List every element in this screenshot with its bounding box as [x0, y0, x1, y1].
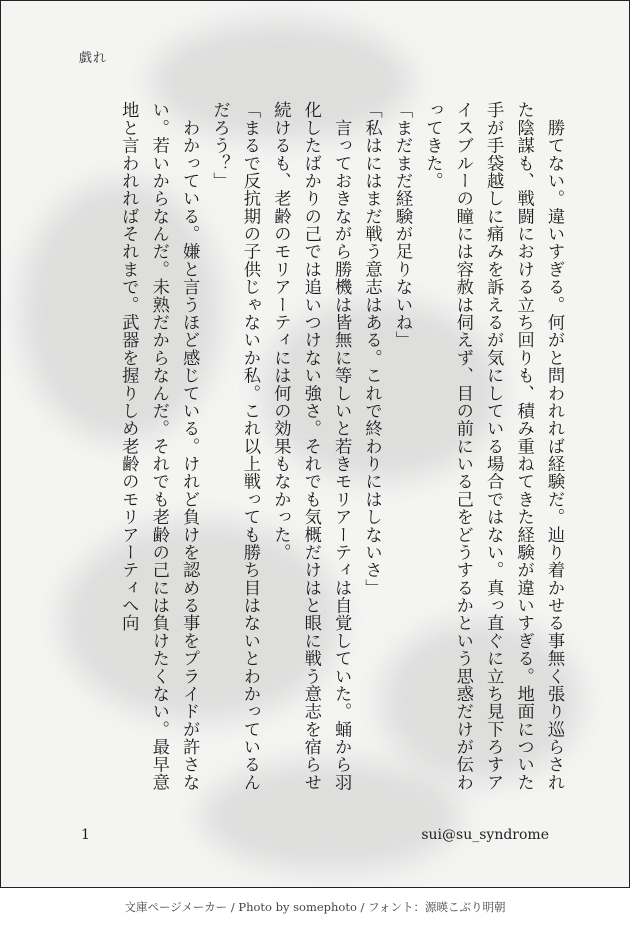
page-title: 戯れ: [79, 51, 108, 66]
paragraph: 「まだまだ経験が足りないね」: [391, 101, 412, 349]
paragraph: わかっている。嫌と言うほど感じている。けれど負けを認める事をプライドが許さない。若いからなんだ。未熟だからなんだ。それでも老齢の己には負けたくない。最早意地と言われればそれまで。武器を握りしめ老齢のモリアーティへ向: [118, 101, 200, 791]
paragraph: 勝てない。違いすぎる。何がと問われれば経験だ。辿り着かせる事無く張り巡らされた陰謀も、戦闘における立ち回りも、積み重ねてきた経験が違いすぎる。地面についた手が手袋越しに痛みを訴えるが気にしている場合ではない。真っ直ぐに立ち見下ろすアイスブルーの瞳には容赦は伺えず、目の前にいる己をどうするかという思惑だけが伝わってきた。: [422, 101, 564, 791]
author-handle: sui@su_syndrome: [421, 827, 549, 843]
credits-line: 文庫ページメーカー / Photo by somephoto / フォント：源暎こぶり明朝: [124, 900, 506, 914]
paragraph: 言っておきながら勝機は皆無に等しいと若きモリアーティは自覚していた。蛹から羽化したばかりの己では追いつけない強さ。それでも気概だけはと眼に戦う意志を宿らせ続けるも、老齢のモリアーティには何の効果もなかった。: [270, 101, 352, 791]
vertical-body-text: [113, 101, 569, 801]
paragraph: 「私はにはまだ戦う意志はある。これで終わりにはしないさ」: [361, 101, 382, 597]
paragraph: 「まるで反抗期の子供じゃないか私。これ以上戦っても勝ち目はないとわかっているんだろう？」: [209, 101, 260, 791]
page-number: 1: [81, 827, 90, 843]
